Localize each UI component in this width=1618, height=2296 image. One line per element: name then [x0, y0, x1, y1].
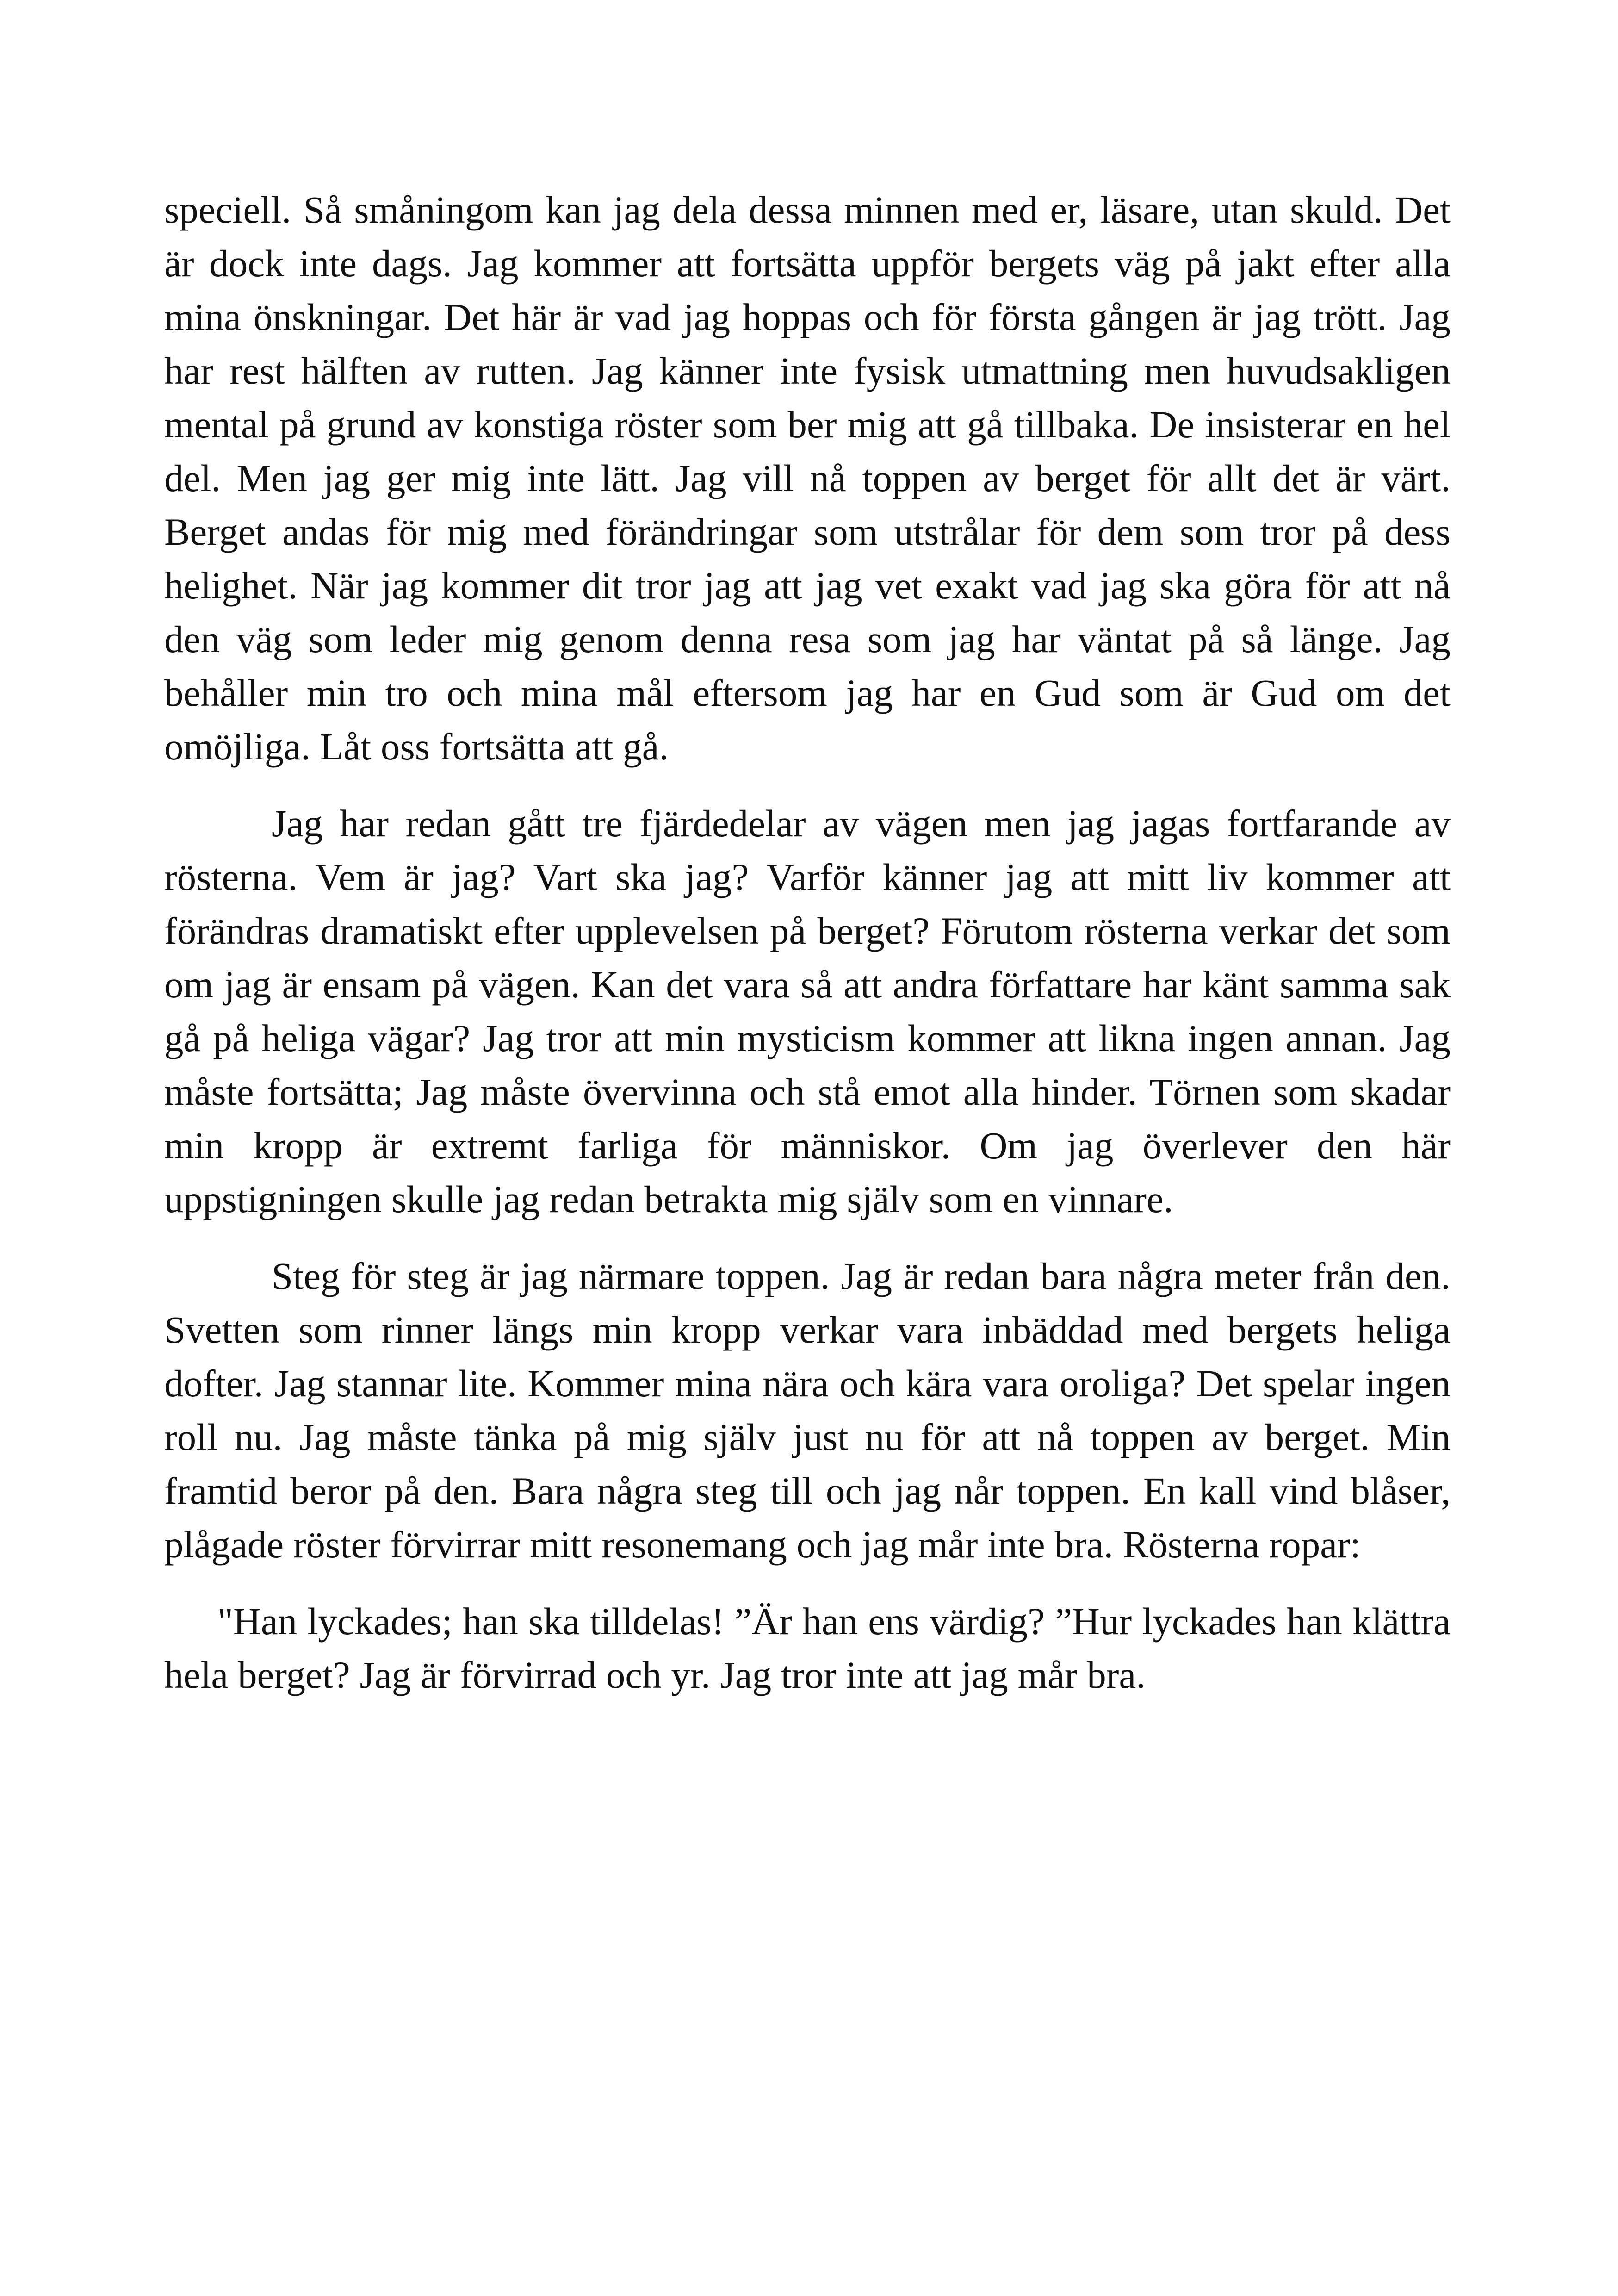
paragraph-1: speciell. Så småningom kan jag dela dessa minnen med er, läsare, utan skuld. Det är dock inte dags. Jag kommer att fortsätta uppför bergets väg på jakt efter alla mina önskningar. Det här är vad jag hoppas och för första gången är jag trött. Jag har rest hälften av rutten. Jag känner inte fysisk utmattning men huvudsakligen mental på grund av konstiga röster som ber mig att gå tillbaka. De insisterar en hel del. Men jag ger mig inte lätt. Jag vill nå toppen av berget för allt det är värt. Berget andas för mig med förändringar som utstrålar för dem som tror på dess helighet. När jag kommer dit tror jag att jag vet exakt vad jag ska göra för att nå den väg som leder mig genom denna resa som jag har väntat på så länge. Jag behåller min tro och mina mål eftersom jag har en Gud som är Gud om det omöjliga. Låt oss fortsätta att gå.	[164, 188, 1451, 768]
paragraph-4-quote: "Han lyckades; han ska tilldelas! ”Är han ens värdig? ”Hur lyckades han klättra hela berget? Jag är förvirrad och yr. Jag tror inte att jag mår bra.	[164, 1600, 1451, 1696]
page-body	[164, 183, 1451, 1702]
paragraph-2: Jag har redan gått tre fjärdedelar av vägen men jag jagas fortfarande av rösterna. Vem är jag? Vart ska jag? Varför känner jag att mitt liv kommer att förändras dramatiskt efter upplevelsen på berget? Förutom rösterna verkar det som om jag är ensam på vägen. Kan det vara så att andra författare har känt samma sak gå på heliga vägar? Jag tror att min mysticism kommer att likna ingen annan. Jag måste fortsätta; Jag måste övervinna och stå emot alla hinder. Törnen som skadar min kropp är extremt farliga för människor. Om jag överlever den här uppstigningen skulle jag redan betrakta mig själv som en vinnare.	[164, 802, 1451, 1220]
paragraph-3: Steg för steg är jag närmare toppen. Jag är redan bara några meter från den. Svetten som rinner längs min kropp verkar vara inbäddad med bergets heliga dofter. Jag stannar lite. Kommer mina nära och kära vara oroliga? Det spelar ingen roll nu. Jag måste tänka på mig själv just nu för att nå toppen av berget. Min framtid beror på den. Bara några steg till och jag når toppen. En kall vind blåser, plågade röster förvirrar mitt resonemang och jag mår inte bra. Rösterna ropar:	[164, 1255, 1451, 1566]
